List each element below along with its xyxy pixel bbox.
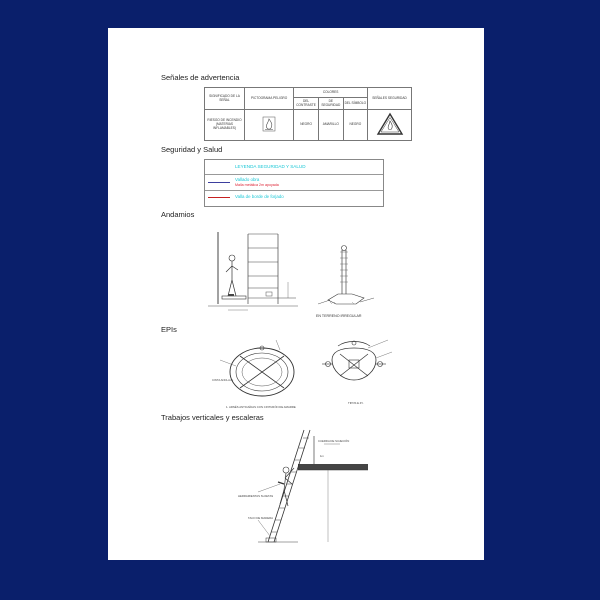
flame-pictogram-icon — [262, 116, 276, 132]
scaffold-drawing — [208, 222, 298, 312]
ladder-label-rope: CUERDA DE SUJECIÓN — [318, 439, 350, 443]
header-pictogram: PICTOGRAMA PELIGRO — [244, 88, 293, 110]
legend-title: LEYENDA SEGURIDAD Y SALUD — [235, 164, 306, 169]
legend-divider — [205, 190, 383, 191]
cell-pictogram — [244, 110, 293, 141]
header-symbol: DEL SÍMBOLO — [343, 98, 367, 110]
health-legend-box — [204, 159, 384, 207]
ladder-label-height: 1m — [320, 454, 324, 458]
harness-drawing-left — [216, 336, 306, 408]
cell-contrast-color: NEGRO — [294, 110, 319, 141]
flammable-warning-triangle-icon — [377, 113, 403, 135]
warning-signs-table — [204, 87, 412, 141]
ladder-label-block: TACO DE MADERA — [248, 516, 273, 520]
section-title-vertical: Trabajos verticales y escaleras — [161, 413, 264, 422]
harness-drawing-right — [318, 336, 398, 398]
legend-line-site-fence — [208, 182, 230, 183]
header-signal-meaning: SIGNIFICADO DE LA SEÑAL — [205, 88, 245, 110]
header-safety-signs: SEÑALES SEGURIDAD — [368, 88, 412, 110]
scaffold-caption: EN TERRENO IRREGULAR — [316, 314, 362, 318]
header-colors: COLORES — [294, 88, 368, 98]
section-title-health: Seguridad y Salud — [161, 145, 223, 154]
cell-security-color: AMARILLO — [318, 110, 343, 141]
ladder-label-tools: HERRAMIENTAS SUJETAS — [238, 494, 274, 498]
header-security: DE SEGURIDAD — [318, 98, 343, 110]
document-page — [108, 28, 484, 560]
cell-meaning: RIESGO DE INCENDIO (MATERIAS INFLAMABLES) — [205, 110, 245, 141]
section-title-ppe: EPIs — [161, 325, 177, 334]
scaffold-base-drawing — [316, 242, 376, 312]
header-contrast: DEL CONTRASTE — [294, 98, 319, 110]
legend-label-site-fence: Vallado obra — [235, 177, 260, 182]
legend-line-edge-barrier — [208, 197, 230, 198]
harness-caption-left: 1. ARNÉS ANTICAÍDAS CON CINTURÓN DE AMARRE — [226, 405, 296, 409]
legend-label-edge-barrier: Valla de borde de forjado — [235, 194, 284, 199]
section-title-scaffolds: Andamios — [161, 210, 195, 219]
cell-symbol-color: NEGRO — [343, 110, 367, 141]
section-title-warning: Señales de advertencia — [161, 73, 240, 82]
harness-caption-right: TIPOS E.P.I. — [348, 401, 364, 405]
cell-sign — [368, 110, 412, 141]
harness-label-anchor: CINTA ANCLAJE — [212, 378, 234, 382]
legend-divider — [205, 174, 383, 175]
legend-sublabel-site-fence: Malla metálica 2m apoyada — [235, 183, 279, 187]
